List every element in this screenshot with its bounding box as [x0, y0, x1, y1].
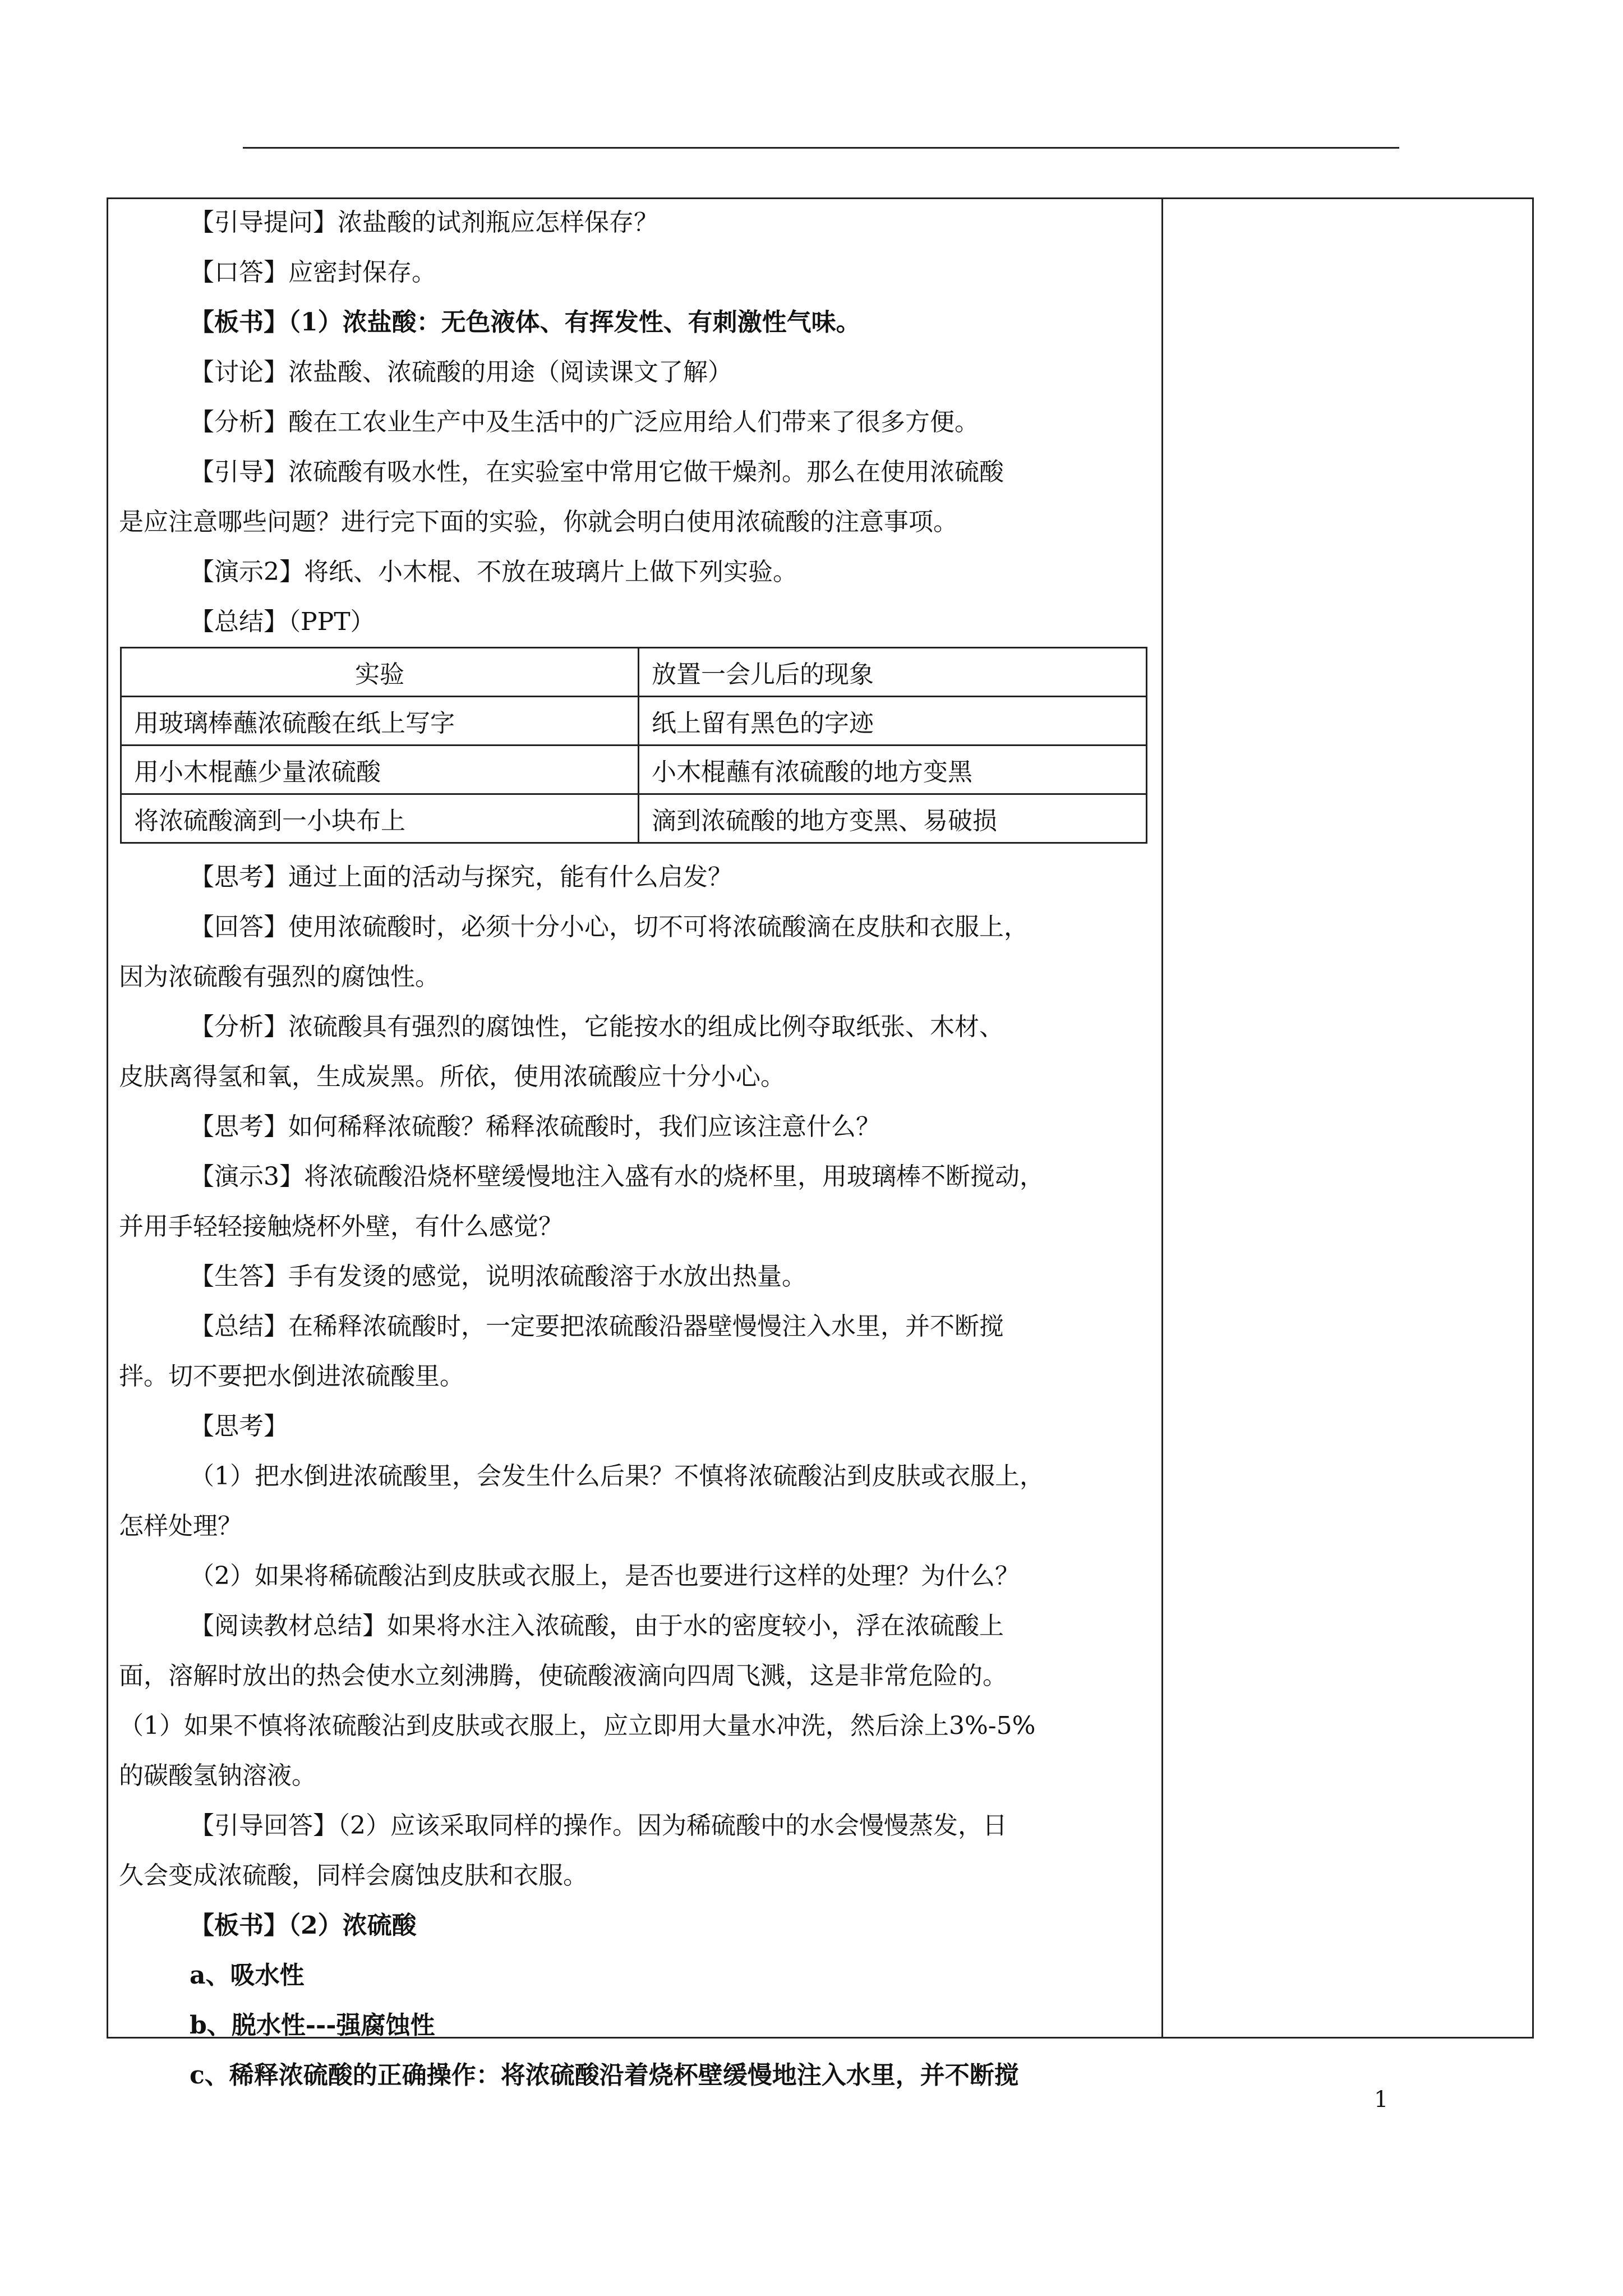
cell-phenomenon: 小木棍蘸有浓硫酸的地方变黑 — [639, 746, 1147, 794]
section-label: 【演示2】 — [190, 558, 304, 586]
paragraph-text: 应密封保存。 — [288, 258, 436, 287]
paragraph-line — [119, 397, 1149, 447]
paragraph-line: 并用手轻轻接触烧杯外壁，有什么感觉？ — [119, 1212, 563, 1241]
section-label: 【引导】 — [190, 458, 288, 486]
cell-experiment: 用小木棍蘸少量浓硫酸 — [121, 746, 639, 794]
lesson-content-bottom — [119, 852, 1151, 2100]
table-row — [121, 794, 1147, 843]
cell-experiment: 用玻璃棒蘸浓硫酸在纸上写字 — [121, 697, 639, 746]
section-label: 【分析】 — [190, 408, 288, 436]
experiment-table — [120, 647, 1147, 844]
cell-phenomenon: 纸上留有黑色的字迹 — [639, 697, 1147, 746]
blackboard-line: c、稀释浓硫酸的正确操作：将浓硫酸沿着烧杯壁缓慢地注入水里，并不断搅 — [190, 2061, 1019, 2090]
paragraph-text: 浓硫酸有吸水性，在实验室中常用它做干燥剂。那么在使用浓硫酸 — [288, 458, 1004, 486]
experiment-table-header — [121, 648, 1147, 697]
paragraph-text: 是应注意哪些问题？进行完下面的实验，你就会明白使用浓硫酸的注意事项。 — [119, 508, 958, 536]
paragraph-line: （2）如果将稀硫酸沾到皮肤或衣服上，是否也要进行这样的处理？为什么？ — [190, 1562, 1020, 1590]
header-phenomenon: 放置一会儿后的现象 — [639, 648, 1147, 697]
paragraph-text: 酸在工农业生产中及生活中的广泛应用给人们带来了很多方便。 — [288, 408, 979, 436]
paragraph-line — [119, 247, 1149, 297]
paragraph-line: （1）如果不慎将浓硫酸沾到皮肤或衣服上，应立即用大量水冲洗，然后涂上3%-5% — [119, 1711, 1036, 1740]
paragraph-line — [119, 447, 1149, 497]
paragraph-line: 皮肤离得氢和氧，生成炭黑。所依，使用浓硫酸应十分小心。 — [119, 1062, 785, 1091]
table-row — [121, 746, 1147, 794]
blackboard-line: 【板书】（2）浓硫酸 — [190, 1911, 417, 1940]
paragraph-line: （1）把水倒进浓硫酸里，会发生什么后果？不慎将浓硫酸沾到皮肤或衣服上， — [190, 1462, 1044, 1490]
cell-experiment: 将浓硫酸滴到一小块布上 — [121, 794, 639, 843]
paragraph-line: 的碳酸氢钠溶液。 — [119, 1761, 316, 1790]
table-row — [121, 697, 1147, 746]
page-number: 1 — [1374, 2087, 1389, 2113]
blackboard-line: a、吸水性 — [190, 1961, 305, 1990]
blackboard-line: b、脱水性---强腐蚀性 — [190, 2011, 435, 2040]
section-label: 【引导提问】 — [190, 208, 338, 237]
paragraph-line: 【总结】在稀释浓硫酸时，一定要把浓硫酸沿器壁慢慢注入水里，并不断搅 — [190, 1312, 1004, 1341]
paragraph-line: 【阅读教材总结】如果将水注入浓硫酸，由于水的密度较小，浮在浓硫酸上 — [190, 1612, 1004, 1640]
paragraph-line — [119, 347, 1149, 397]
paragraph-line: 因为浓硫酸有强烈的腐蚀性。 — [119, 963, 440, 991]
cell-phenomenon: 滴到浓硫酸的地方变黑、易破损 — [639, 794, 1147, 843]
header-experiment: 实验 — [121, 648, 639, 697]
paragraph-line: 面，溶解时放出的热会使水立刻沸腾，使硫酸液滴向四周飞溅，这是非常危险的。 — [119, 1662, 1007, 1690]
column-divider — [1161, 197, 1163, 2039]
lesson-content-top — [107, 197, 1161, 647]
paragraph-line: 怎样处理？ — [119, 1512, 242, 1540]
paragraph-line: 【生答】手有发烫的感觉，说明浓硫酸溶于水放出热量。 — [190, 1262, 806, 1291]
paragraph-line — [119, 547, 1149, 597]
paragraph-line: 【思考】 — [190, 1412, 288, 1441]
paragraph-text: 浓盐酸、浓硫酸的用途（阅读课文了解） — [288, 358, 732, 386]
paragraph-line: 【回答】使用浓硫酸时，必须十分小心，切不可将浓硫酸滴在皮肤和衣服上， — [190, 913, 1029, 941]
paragraph-line: 【演示3】将浓硫酸沿烧杯壁缓慢地注入盛有水的烧杯里，用玻璃棒不断搅动， — [190, 1162, 1044, 1191]
section-label: 【总结】 — [190, 608, 288, 636]
paragraph-line: 久会变成浓硫酸，同样会腐蚀皮肤和衣服。 — [119, 1861, 588, 1890]
paragraph-text: 浓盐酸的试剂瓶应怎样保存？ — [338, 208, 658, 237]
paragraph-line: 拌。切不要把水倒进浓硫酸里。 — [119, 1362, 464, 1391]
paragraph-line: 【思考】通过上面的活动与探究，能有什么启发？ — [190, 863, 732, 891]
section-label: 【讨论】 — [190, 358, 288, 386]
section-label: 【口答】 — [190, 258, 288, 287]
section-label: 【板书】 — [190, 308, 288, 337]
paragraph-line — [119, 497, 1149, 547]
paragraph-line: 【分析】浓硫酸具有强烈的腐蚀性，它能按水的组成比例夺取纸张、木材、 — [190, 1013, 1004, 1041]
paragraph-text: （PPT） — [288, 608, 375, 636]
paragraph-line: 【引导回答】（2）应该采取同样的操作。因为稀硫酸中的水会慢慢蒸发，日 — [190, 1811, 1007, 1840]
paragraph-line: 【思考】如何稀释浓硫酸？稀释浓硫酸时，我们应该注意什么？ — [190, 1112, 880, 1141]
paragraph-line — [119, 197, 1149, 247]
paragraph-text: 将纸、小木棍、不放在玻璃片上做下列实验。 — [304, 558, 797, 586]
header-rule — [243, 147, 1399, 149]
paragraph-text: （1）浓盐酸：无色液体、有挥发性、有刺激性气味。 — [288, 308, 861, 337]
paragraph-line — [119, 597, 1149, 647]
paragraph-line — [119, 297, 1149, 347]
